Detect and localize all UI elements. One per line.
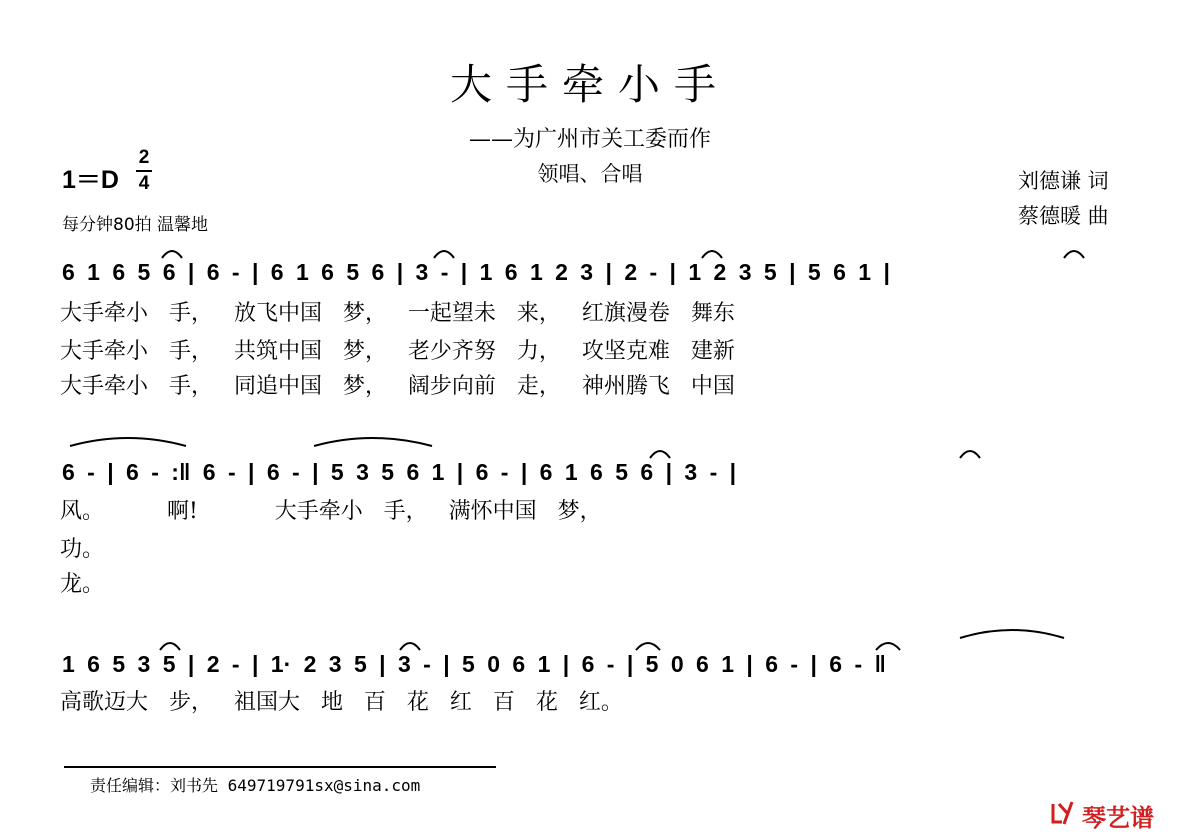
slur [434,251,454,258]
slur [702,251,722,258]
notation-row-3: 1 6 5 3 5 | 2 - | 1· 2 3 5 | 3 - | 5 0 6 1 | 6 - | 5 0 6 1 | 6 - | 6 - ‖ [62,651,886,677]
tempo-marking: 每分钟80拍 温馨地 [62,215,209,235]
qinyipu-logo-icon [1050,800,1078,826]
lyric-row-1-verse-3: 大手牵小 手， 同追中国 梦， 阔步向前 走， 神州腾飞 中国 [60,374,735,399]
lyricist-credit: 刘德谦 词 [1018,169,1109,193]
notation-row-1: 6 1 6 5 6 | 6 - | 6 1 6 5 6 | 3 - | 1 6 1 2 3 | 2 - | 1 2 3 5 | 5 6 1 | [62,259,890,285]
slur [160,643,180,650]
slur [1064,251,1084,258]
lyric-row-2-verse-1: 风。 啊! 大手牵小 手， 满怀中国 梦， [60,499,602,524]
performance-mode: 领唱、合唱 [537,162,643,186]
score-title: 大手牵小手 [449,60,730,109]
notation-row-2: 6 - | 6 - :‖ 6 - | 6 - | 5 3 5 6 1 | 6 - | 6 1 6 5 6 | 3 - | [62,459,737,485]
slur [400,643,420,650]
tie [70,438,186,446]
slur [876,643,900,650]
tie [314,438,432,446]
slur [162,251,182,258]
lyric-row-1-verse-2: 大手牵小 手， 共筑中国 梦， 老少齐努 力， 攻坚克难 建新 [60,339,735,364]
time-signature-bottom: 4 [138,173,150,194]
slur [650,451,670,458]
composer-credit: 蔡德暖 曲 [1018,204,1109,228]
tie [960,630,1064,638]
lyric-row-2-verse-3: 龙。 [60,572,105,597]
editor-credit: 责任编辑：刘书先 649719791sx@sina.com [90,776,421,795]
site-logo-text: 琴艺谱 [1082,804,1154,832]
lyric-row-2-verse-2: 功。 [60,537,105,562]
score-subtitle: ——为广州市关工委而作 [468,127,711,152]
lyric-row-3-verse-1: 高歌迈大 步， 祖国大 地 百 花 红 百 花 红。 [60,690,623,715]
lyric-row-1-verse-1: 大手牵小 手， 放飞中国 梦， 一起望未 来， 红旗漫卷 舞东 [60,301,735,326]
time-signature-top: 2 [138,147,150,168]
slur [636,643,660,650]
key-signature: 1＝D [62,166,119,194]
footer-rule [64,766,496,768]
slur [960,451,980,458]
